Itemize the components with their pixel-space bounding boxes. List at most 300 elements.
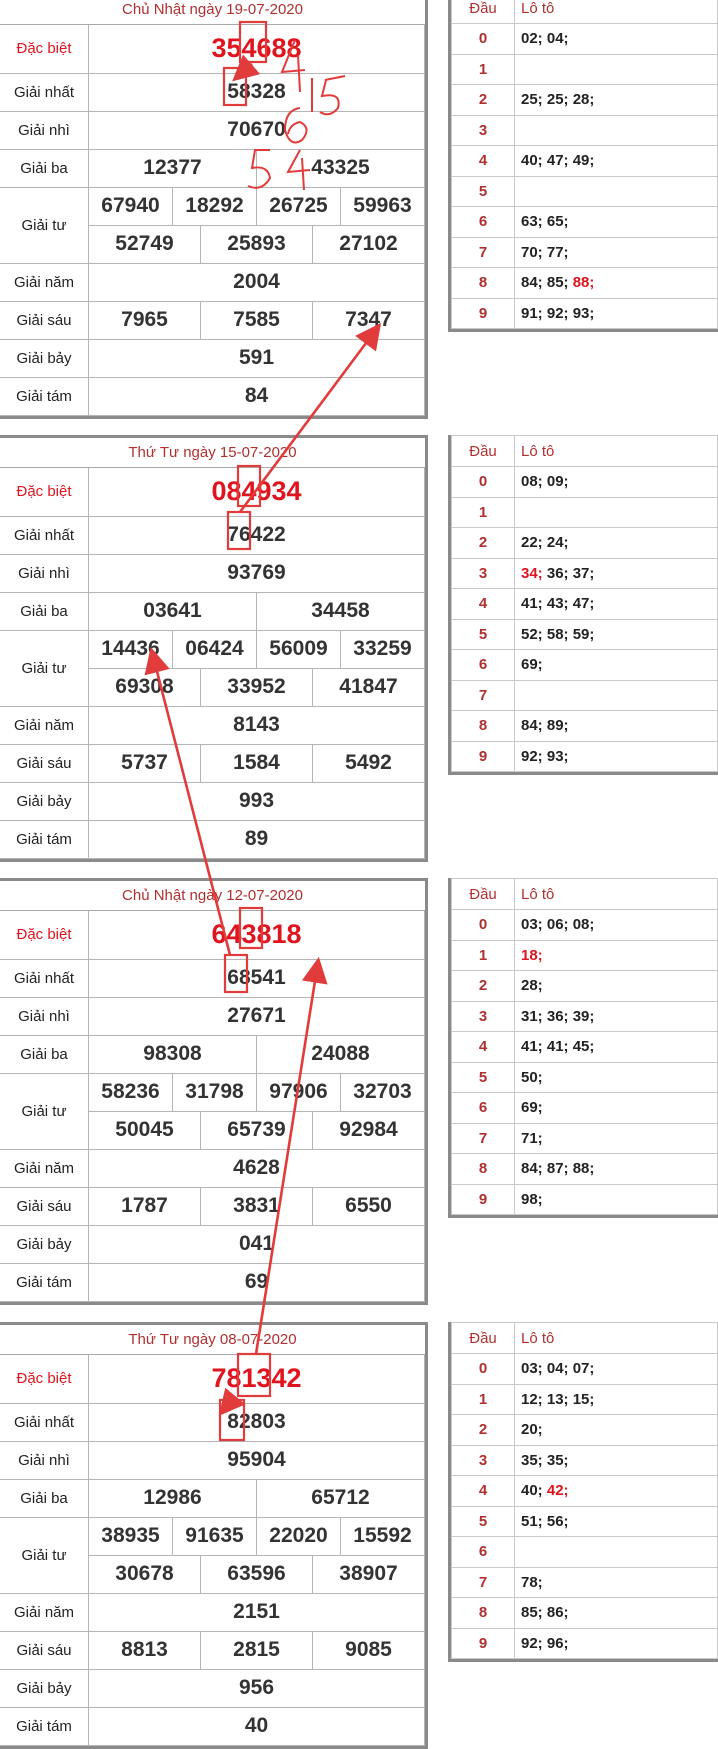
fourth-prize-number: 38907 [313,1555,425,1593]
prize-row [0,1593,425,1631]
label-giai-nhat: Giải nhất [0,73,89,111]
loto-values [515,1537,718,1568]
loto-values [515,497,718,528]
loto-text: 36; 37; [546,564,595,582]
fifth-prize-number: 2004 [89,263,425,301]
loto-head-digit: 4 [452,146,515,177]
third-prize-number: 98308 [89,1035,257,1073]
loto-text: 12; 13; 15; [521,1390,595,1408]
prize-row [0,1517,425,1555]
prize-row [0,1263,425,1301]
loto-row [452,1628,718,1659]
loto-values [515,1093,718,1124]
loto-values [515,1628,718,1659]
sixth-prize-number: 8813 [89,1631,201,1669]
label-giai-sau: Giải sáu [0,301,89,339]
prize-row [0,149,425,187]
loto-head-digit: 7 [452,1123,515,1154]
loto-head-digit: 8 [452,711,515,742]
fourth-prize-number: 91635 [173,1517,257,1555]
loto-text: 63; 65; [521,213,569,231]
loto-text: 22; 24; [521,534,569,552]
fourth-prize-number: 26725 [257,187,341,225]
loto-head-digit: 2 [452,528,515,559]
first-prize-number: 58328 [89,73,425,111]
prize-row [0,1707,425,1745]
label-dac-biet: Đặc biệt [0,468,89,516]
loto-values [515,1567,718,1598]
loto-row [452,528,718,559]
loto-table [448,435,718,775]
fifth-prize-number: 8143 [89,706,425,744]
loto-row [452,1001,718,1032]
loto-row [452,146,718,177]
label-giai-nam: Giải năm [0,263,89,301]
loto-row [452,1354,718,1385]
loto-table [448,1322,718,1662]
loto-head-digit: 2 [452,1415,515,1446]
loto-values [515,1184,718,1215]
loto-highlight: 42; [546,1482,569,1500]
fourth-prize-number: 06424 [173,630,257,668]
prize-row [0,1631,425,1669]
loto-values [515,619,718,650]
loto-head-digit: 0 [452,24,515,55]
loto-row [452,1445,718,1476]
loto-row [452,1598,718,1629]
loto-head-digit: 8 [452,1598,515,1629]
prize-row [0,592,425,630]
loto-row [452,497,718,528]
loto-values [515,1001,718,1032]
loto-head-digit: 6 [452,1537,515,1568]
fourth-prize-number: 22020 [257,1517,341,1555]
prize-row [0,997,425,1035]
second-prize-number: 93769 [89,554,425,592]
loto-row [452,1154,718,1185]
label-giai-nhi: Giải nhì [0,997,89,1035]
loto-row [452,268,718,299]
loto-head-digit: 2 [452,971,515,1002]
prize-row [0,554,425,592]
loto-row [452,1384,718,1415]
third-prize-number: 12377 [89,149,257,187]
fourth-prize-number: 15592 [341,1517,425,1555]
sixth-prize-number: 6550 [313,1187,425,1225]
label-giai-bay: Giải bảy [0,339,89,377]
label-giai-sau: Giải sáu [0,1187,89,1225]
loto-head-digit: 4 [452,1476,515,1507]
fourth-prize-number: 33259 [341,630,425,668]
fourth-prize-number: 65739 [201,1111,313,1149]
loto-row [452,1415,718,1446]
sixth-prize-number: 5492 [313,744,425,782]
result-table [0,1322,428,1749]
loto-row [452,711,718,742]
header-loto: Lô tô [515,436,718,467]
loto-values [515,1354,718,1385]
fourth-prize-number: 52749 [89,225,201,263]
loto-values [515,1415,718,1446]
prize-row [0,1355,425,1403]
loto-row [452,1062,718,1093]
loto-text: 92; 96; [521,1634,569,1652]
sixth-prize-number: 7585 [201,301,313,339]
special-prize-number: 084934 [89,468,425,516]
loto-values [515,910,718,941]
loto-text: 70; 77; [521,243,569,261]
draw-date-title[interactable]: Chủ Nhật ngày 12-07-2020 [0,881,425,911]
loto-row [452,1093,718,1124]
header-dau: Đầu [452,1323,515,1354]
loto-row [452,207,718,238]
prize-row [0,1073,425,1111]
loto-text: 85; 86; [521,1604,569,1622]
loto-text: 71; [521,1129,543,1147]
prize-row [0,1441,425,1479]
loto-row [452,741,718,772]
loto-head-digit: 1 [452,940,515,971]
eighth-prize-number: 69 [89,1263,425,1301]
fifth-prize-number: 4628 [89,1149,425,1187]
prize-row [0,301,425,339]
loto-values [515,115,718,146]
label-giai-nhat: Giải nhất [0,1403,89,1441]
loto-row [452,1567,718,1598]
loto-head-digit: 7 [452,237,515,268]
loto-highlight: 18; [521,946,543,964]
loto-head-digit: 5 [452,1062,515,1093]
loto-values [515,176,718,207]
prize-row [0,468,425,516]
fourth-prize-number: 14436 [89,630,173,668]
loto-values [515,650,718,681]
sixth-prize-number: 7347 [313,301,425,339]
loto-row [452,176,718,207]
loto-row [452,619,718,650]
prize-row [0,1149,425,1187]
loto-text: 08; 09; [521,473,569,491]
label-giai-ba: Giải ba [0,592,89,630]
loto-text: 84; 87; 88; [521,1160,595,1178]
loto-values [515,741,718,772]
fourth-prize-number: 97906 [257,1073,341,1111]
label-giai-nhi: Giải nhì [0,554,89,592]
prize-row [0,25,425,73]
loto-values [515,85,718,116]
loto-head-digit: 9 [452,298,515,329]
header-dau: Đầu [452,879,515,910]
prize-row [0,187,425,225]
fourth-prize-number: 18292 [173,187,257,225]
first-prize-number: 76422 [89,516,425,554]
loto-head-digit: 8 [452,1154,515,1185]
label-dac-biet: Đặc biệt [0,911,89,959]
loto-row [452,971,718,1002]
fifth-prize-number: 2151 [89,1593,425,1631]
loto-row [452,237,718,268]
loto-head-digit: 9 [452,1628,515,1659]
loto-text: 41; 41; 45; [521,1038,595,1056]
prize-row [0,744,425,782]
fourth-prize-number: 63596 [201,1555,313,1593]
loto-head-digit: 5 [452,176,515,207]
special-prize-number: 781342 [89,1355,425,1403]
loto-values [515,971,718,1002]
loto-text: 02; 04; [521,30,569,48]
loto-row [452,680,718,711]
sixth-prize-number: 1787 [89,1187,201,1225]
loto-head-digit: 1 [452,497,515,528]
loto-row [452,115,718,146]
fourth-prize-number: 31798 [173,1073,257,1111]
prize-row [0,377,425,415]
loto-head-digit: 1 [452,54,515,85]
label-giai-bay: Giải bảy [0,1225,89,1263]
third-prize-number: 43325 [257,149,425,187]
prize-row [0,516,425,554]
loto-values [515,146,718,177]
loto-values [515,589,718,620]
fourth-prize-number: 67940 [89,187,173,225]
third-prize-number: 34458 [257,592,425,630]
label-giai-bay: Giải bảy [0,782,89,820]
sixth-prize-number: 7965 [89,301,201,339]
sixth-prize-number: 3831 [201,1187,313,1225]
prize-row [0,73,425,111]
loto-values [515,1476,718,1507]
prize-row [0,111,425,149]
loto-values [515,1032,718,1063]
loto-text: 40; [521,1482,547,1500]
eighth-prize-number: 89 [89,820,425,858]
loto-row [452,1537,718,1568]
fourth-prize-number: 38935 [89,1517,173,1555]
loto-text: 31; 36; 39; [521,1007,595,1025]
prize-row [0,782,425,820]
header-dau: Đầu [452,0,515,24]
loto-values [515,298,718,329]
label-giai-nhi: Giải nhì [0,111,89,149]
loto-text: 78; [521,1573,543,1591]
loto-text: 84; 89; [521,717,569,735]
label-giai-tu: Giải tư [0,1073,89,1149]
fourth-prize-number: 58236 [89,1073,173,1111]
fourth-prize-number: 32703 [341,1073,425,1111]
loto-values [515,940,718,971]
label-giai-tu: Giải tư [0,1517,89,1593]
prize-row [0,339,425,377]
loto-head-digit: 0 [452,910,515,941]
label-giai-ba: Giải ba [0,1479,89,1517]
special-prize-number: 643818 [89,911,425,959]
loto-head-digit: 7 [452,680,515,711]
sixth-prize-number: 2815 [201,1631,313,1669]
loto-row [452,1476,718,1507]
result-table [0,435,428,862]
seventh-prize-number: 041 [89,1225,425,1263]
special-prize-number: 354688 [89,25,425,73]
loto-head-digit: 6 [452,650,515,681]
fourth-prize-number: 41847 [313,668,425,706]
loto-text: 91; 92; 93; [521,304,595,322]
loto-text: 20; [521,1421,543,1439]
loto-row [452,24,718,55]
sixth-prize-number: 5737 [89,744,201,782]
loto-row [452,650,718,681]
loto-head-digit: 9 [452,741,515,772]
third-prize-number: 65712 [257,1479,425,1517]
prize-row [0,1669,425,1707]
third-prize-number: 12986 [89,1479,257,1517]
fourth-prize-number: 33952 [201,668,313,706]
label-giai-nam: Giải năm [0,706,89,744]
seventh-prize-number: 993 [89,782,425,820]
label-giai-sau: Giải sáu [0,1631,89,1669]
draw-date-title[interactable]: Chủ Nhật ngày 19-07-2020 [0,0,425,25]
result-table [0,0,428,419]
loto-values [515,680,718,711]
loto-text: 40; 47; 49; [521,152,595,170]
fourth-prize-number: 25893 [201,225,313,263]
label-giai-ba: Giải ba [0,1035,89,1073]
seventh-prize-number: 591 [89,339,425,377]
loto-values [515,1062,718,1093]
loto-head-digit: 3 [452,558,515,589]
label-giai-tu: Giải tư [0,187,89,263]
loto-head-digit: 3 [452,1445,515,1476]
fourth-prize-number: 56009 [257,630,341,668]
prize-row [0,820,425,858]
label-dac-biet: Đặc biệt [0,25,89,73]
loto-values [515,467,718,498]
second-prize-number: 27671 [89,997,425,1035]
loto-values [515,1445,718,1476]
loto-text: 52; 58; 59; [521,625,595,643]
loto-head-digit: 2 [452,85,515,116]
fourth-prize-number: 59963 [341,187,425,225]
loto-values [515,558,718,589]
loto-values [515,24,718,55]
fourth-prize-number: 30678 [89,1555,201,1593]
loto-text: 51; 56; [521,1512,569,1530]
fourth-prize-number: 69308 [89,668,201,706]
label-giai-nhat: Giải nhất [0,516,89,554]
draw-date-title[interactable]: Thứ Tư ngày 08-07-2020 [0,1325,425,1355]
loto-head-digit: 3 [452,1001,515,1032]
label-giai-ba: Giải ba [0,149,89,187]
sixth-prize-number: 9085 [313,1631,425,1669]
loto-text: 03; 06; 08; [521,916,595,934]
loto-row [452,1032,718,1063]
loto-head-digit: 7 [452,1567,515,1598]
eighth-prize-number: 84 [89,377,425,415]
sixth-prize-number: 1584 [201,744,313,782]
label-giai-tam: Giải tám [0,1707,89,1745]
loto-text: 03; 04; 07; [521,1360,595,1378]
loto-values [515,54,718,85]
loto-text: 98; [521,1190,543,1208]
eighth-prize-number: 40 [89,1707,425,1745]
label-giai-sau: Giải sáu [0,744,89,782]
loto-values [515,528,718,559]
label-giai-nam: Giải năm [0,1149,89,1187]
loto-row [452,1506,718,1537]
loto-head-digit: 4 [452,589,515,620]
loto-values [515,207,718,238]
second-prize-number: 95904 [89,1441,425,1479]
draw-date-title[interactable]: Thứ Tư ngày 15-07-2020 [0,438,425,468]
result-table [0,878,428,1305]
loto-text: 84; 85; [521,274,573,292]
fourth-prize-number: 27102 [313,225,425,263]
label-giai-tam: Giải tám [0,377,89,415]
prize-row [0,1187,425,1225]
first-prize-number: 68541 [89,959,425,997]
loto-text: 69; [521,1099,543,1117]
loto-values [515,1123,718,1154]
loto-row [452,298,718,329]
header-loto: Lô tô [515,0,718,24]
third-prize-number: 24088 [257,1035,425,1073]
loto-text: 92; 93; [521,747,569,765]
header-loto: Lô tô [515,879,718,910]
loto-row [452,910,718,941]
loto-head-digit: 0 [452,1354,515,1385]
loto-table [448,878,718,1218]
label-giai-tam: Giải tám [0,820,89,858]
loto-values [515,711,718,742]
header-dau: Đầu [452,436,515,467]
prize-row [0,1035,425,1073]
loto-head-digit: 6 [452,1093,515,1124]
prize-row [0,706,425,744]
loto-values [515,1598,718,1629]
prize-row [0,1403,425,1441]
loto-row [452,1123,718,1154]
prize-row [0,1225,425,1263]
label-giai-tu: Giải tư [0,630,89,706]
loto-text: 28; [521,977,543,995]
loto-head-digit: 6 [452,207,515,238]
loto-highlight: 88; [572,274,595,292]
loto-row [452,54,718,85]
second-prize-number: 70670 [89,111,425,149]
label-giai-nam: Giải năm [0,1593,89,1631]
loto-values [515,1506,718,1537]
label-dac-biet: Đặc biệt [0,1355,89,1403]
loto-text: 50; [521,1068,543,1086]
fourth-prize-number: 50045 [89,1111,201,1149]
prize-row [0,1479,425,1517]
loto-row [452,1184,718,1215]
loto-values [515,268,718,299]
loto-text: 35; 35; [521,1451,569,1469]
loto-highlight: 34; [521,564,547,582]
loto-text: 41; 43; 47; [521,595,595,613]
loto-head-digit: 5 [452,1506,515,1537]
loto-text: 25; 25; 28; [521,91,595,109]
loto-table [448,0,718,332]
loto-head-digit: 3 [452,115,515,146]
label-giai-nhat: Giải nhất [0,959,89,997]
prize-row [0,911,425,959]
label-giai-nhi: Giải nhì [0,1441,89,1479]
loto-values [515,1384,718,1415]
first-prize-number: 82803 [89,1403,425,1441]
prize-row [0,630,425,668]
loto-values [515,237,718,268]
